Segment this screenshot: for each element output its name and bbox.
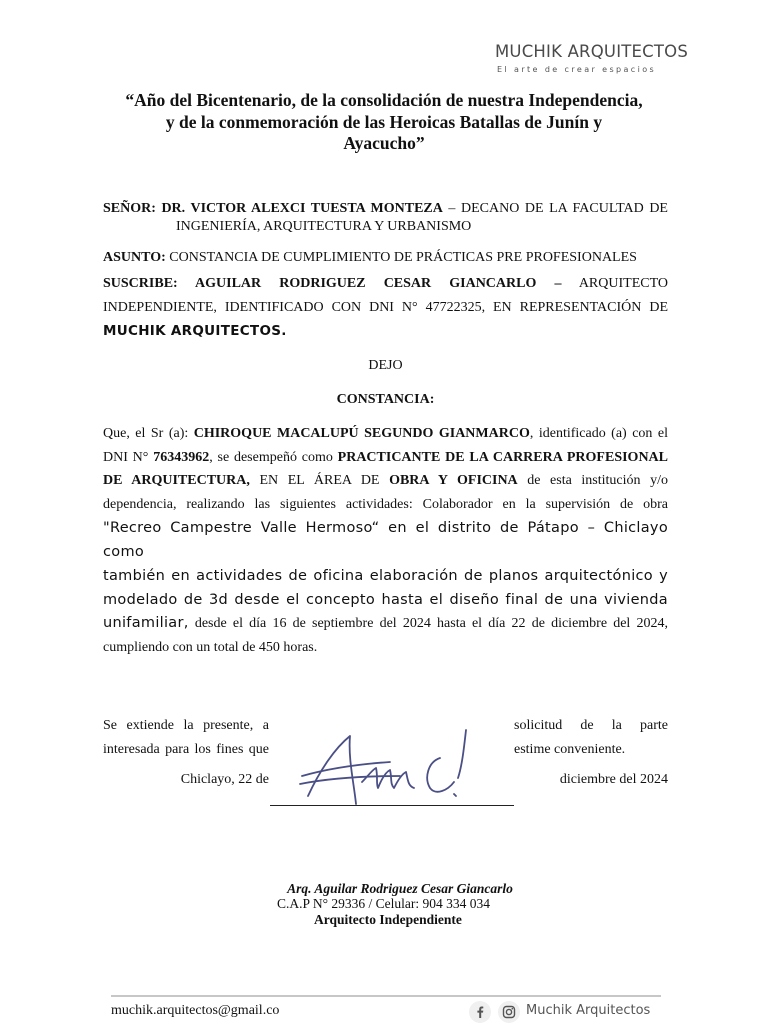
signer-line-2: INDEPENDIENTE, IDENTIFICADO CON DNI N° 47722325, EN REPRESENTACIÓN DE [103, 299, 668, 315]
body-text: EN EL ÁREA DE [249, 473, 390, 488]
signer-line-1 [103, 272, 668, 296]
closing-right-1: solicitud de la parte [514, 718, 668, 733]
closing-right [514, 714, 668, 761]
footer-email: muchik.arquitectos@gmail.co [111, 1003, 280, 1018]
signer-title: ARQUITECTO [561, 276, 668, 291]
body-line-6: también en actividades de oficina elaboración de planos arquitectónico y [103, 568, 668, 584]
body-line-2 [103, 446, 668, 470]
addressee-block [103, 200, 668, 236]
subject-text: CONSTANCIA DE CUMPLIMIENTO DE PRÁCTICAS PRE PROFESIONALES [165, 250, 637, 265]
addressee-title: – DECANO DE LA FACULTAD DE [442, 201, 668, 216]
intern-name: CHIROQUE MACALUPÚ SEGUNDO GIANMARCO [193, 426, 530, 441]
signer-cap: C.A.P N° 29336 / Celular: 904 334 034 [277, 896, 491, 911]
body-line-5: "Recreo Campestre Valle Hermoso“ en el distrito de Pátapo – Chiclayo como [103, 520, 668, 560]
motto-line-2: y de la conmemoración de las Heroicas Batallas de Junín y [165, 111, 603, 132]
addressee-line-2: INGENIERÍA, ARQUITECTURA Y URBANISMO [176, 219, 472, 234]
motto-line-1: “Año del Bicentenario, de la consolidación de nuestra Independencia, [125, 90, 643, 110]
year-motto [100, 90, 668, 155]
facebook-icon [469, 1001, 491, 1023]
dejo-heading: DEJO [368, 358, 403, 373]
subject-label: ASUNTO: [103, 250, 166, 265]
body-line-4: dependencia, realizando las siguientes actividades: Colaborador en la supervisión de obra [103, 496, 668, 512]
body-line-1 [103, 422, 668, 446]
instagram-glyph [498, 1001, 520, 1023]
intern-area: OBRA Y OFICINA [389, 473, 518, 488]
body-line-3 [103, 469, 668, 493]
closing-left [103, 714, 269, 761]
body-text: DNI N° [103, 449, 154, 465]
body-text: unifamiliar, [103, 615, 189, 631]
signer-name: SUSCRIBE: AGUILAR RODRIGUEZ CESAR GIANCARLO – [103, 276, 562, 291]
certificate-body [103, 422, 668, 659]
closing-right-2: estime conveniente. [514, 741, 626, 757]
body-text: de esta institución y/o [517, 473, 668, 488]
body-line-7: modelado de 3d desde el concepto hasta el diseño final de una vivienda [103, 592, 668, 608]
body-line-9: cumpliendo con un total de 450 horas. [103, 639, 318, 655]
body-text: desde el día 16 de septiembre del 2024 hasta el día 22 de diciembre del 2024, [188, 616, 668, 631]
intern-role-cont: DE ARQUITECTURA, [103, 473, 250, 488]
body-text: Que, el Sr (a): [103, 426, 194, 441]
company-logo-name: MUCHIK ARQUITECTOS [495, 42, 689, 61]
constancia-heading: CONSTANCIA: [336, 392, 435, 407]
signature-line [270, 805, 514, 806]
body-text: , se desempeñó como [209, 449, 338, 465]
motto-line-3: Ayacucho” [343, 133, 425, 153]
instagram-icon [498, 1001, 520, 1023]
intern-dni: 76343962 [153, 449, 210, 465]
signer-role: Arquitecto Independiente [314, 912, 462, 927]
body-line-8 [103, 612, 668, 636]
closing-date: diciembre del 2024 [559, 772, 668, 787]
company-logo-tagline: El arte de crear espacios [497, 65, 657, 74]
footer-divider [111, 995, 661, 997]
closing-city: Chiclayo, 22 de [180, 772, 269, 787]
handwritten-signature [290, 718, 490, 810]
closing-left-1: Se extiende la presente, a [103, 718, 269, 733]
addressee-line-1 [103, 200, 668, 218]
footer-brand: Muchik Arquitectos [526, 1003, 651, 1018]
closing-left-2: interesada para los fines que [103, 741, 269, 757]
signer-block [103, 272, 668, 344]
addressee-name: SEÑOR: DR. VICTOR ALEXCI TUESTA MONTEZA [103, 201, 443, 216]
facebook-glyph [469, 1001, 491, 1023]
subject-line [103, 246, 668, 270]
body-text: , identificado (a) con el [529, 426, 669, 441]
signer-full-name: Arq. Aguilar Rodriguez Cesar Giancarlo [287, 881, 513, 896]
intern-role: PRACTICANTE DE LA CARRERA PROFESIONAL [337, 449, 669, 465]
signer-company: MUCHIK ARQUITECTOS. [103, 323, 287, 339]
